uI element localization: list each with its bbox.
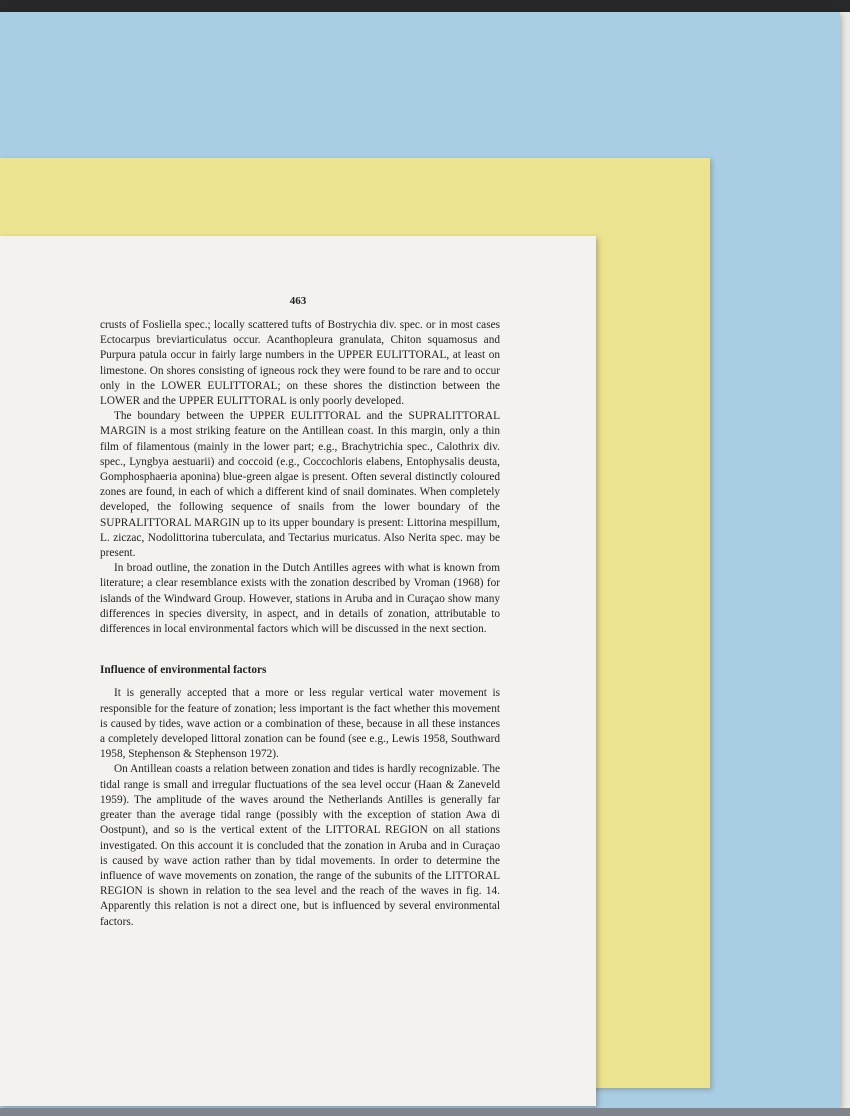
paragraph: On Antillean coasts a relation between zonation and tides is hardly recognizable. The tidal range is small and irregular fluctuations of the sea level occur (Haan & Zaneveld 1959). The amplitude of the waves around the Netherlands Antilles is generally far greater than the average tidal range (possibly with the exception of station Awa di Oostpunt), and so is the vertical extent of the LITTORAL REGION on all stations investigated. On this account it is concluded that the zonation in Aruba and in Curaçao is caused by wave action rather than by tidal movements. In order to determine the influence of wave movements on zonation, the range of the subunits of the LITTORAL REGION is shown in relation to the sea level and the reach of the waves in fig. 14. Apparently this relation is not a direct one, but is influenced by several environmental factors. xyxy=(100,763,500,928)
body-text xyxy=(100,318,500,930)
paragraph: The boundary between the UPPER EULITTORAL and the SUPRALITTORAL MARGIN is a most striking feature on the Antillean coast. In this margin, only a thin film of filamentous (mainly in the lower part; e.g., Brachytrichia spec., Calothrix div. spec., Lyngbya aestuarii) and coccoid (e.g., Coccochloris elabens, Entophysalis deusta, Gomphosphaeria aponina) blue-green algae is present. Often several distinctly coloured zones are found, in each of which a different kind of snail dominates. When completely developed, the following sequence of snails from the lower boundary of the SUPRALITTORAL MARGIN up to its upper boundary is present: Littorina mespillum, L. ziczac, Nodolittorina tuberculata, and Tectarius muricatus. Also Nerita spec. may be present. xyxy=(100,410,500,560)
scanner-bottom-edge xyxy=(0,1108,850,1116)
page-number: 463 xyxy=(289,295,307,307)
section-heading: Influence of environmental factors xyxy=(100,664,267,677)
scanner-top-edge xyxy=(0,0,850,12)
paragraph: In broad outline, the zonation in the Dutch Antilles agrees with what is known from literature; a clear resemblance exists with the zonation described by Vroman (1968) for islands of the Windward Group. However, stations in Aruba and in Curaçao show many differences in species diversity, in aspect, and in details of zonation, attributable to differences in local environmental factors which will be discussed in the next section. xyxy=(100,562,500,636)
paragraph: It is generally accepted that a more or less regular vertical water movement is responsible for the feature of zonation; less important is the fact whether this movement is caused by tides, wave action or a combination of these, because in all these instances a completely developed littoral zonation can be found (see e.g., Lewis 1958, Southward 1958, Stephenson & Stephenson 1972). xyxy=(100,687,500,761)
paragraph: crusts of Fosliella spec.; locally scattered tufts of Bostrychia div. spec. or in most cases Ectocarpus breviarticulatus occur. Acanthopleura granulata, Chiton squamosus and Purpura patula occur in fairly large numbers in the UPPER EULITTORAL, at least on limestone. On shores consisting of igneous rock they were found to be rare and to occur only in the LOWER EULITTORAL; on these shores the distinction between the LOWER and the UPPER EULITTORAL is only poorly developed. xyxy=(100,319,500,408)
